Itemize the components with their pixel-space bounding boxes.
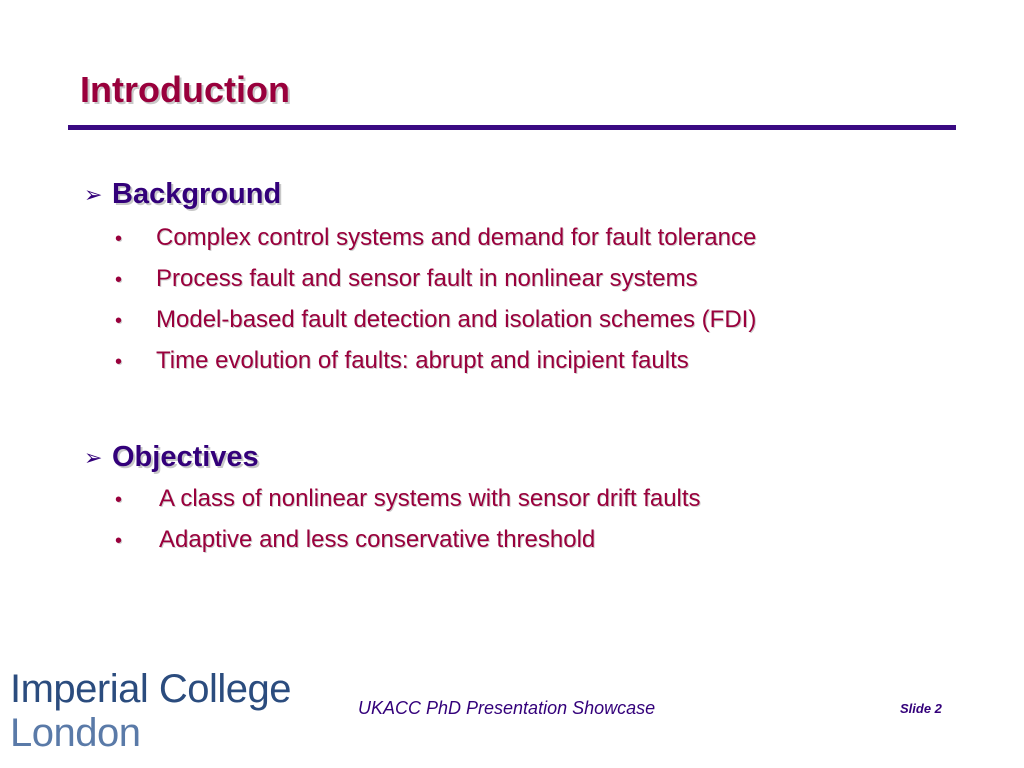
section-heading-objectives: Objectives <box>112 441 259 473</box>
logo-line-2: London <box>10 711 141 755</box>
bullet-dot-icon: • <box>115 489 123 511</box>
section-heading-background: Background <box>112 178 282 210</box>
bullet-dot-icon: • <box>115 310 123 332</box>
objectives-list <box>115 485 701 567</box>
bullet-dot-icon: • <box>115 228 123 250</box>
list-item <box>115 485 701 526</box>
bullet-dot-icon: • <box>115 269 123 291</box>
list-item-text: Time evolution of faults: abrupt and incipient faults <box>156 347 689 374</box>
list-item <box>115 526 701 567</box>
list-item <box>115 224 756 265</box>
footer-event-name: UKACC PhD Presentation Showcase <box>358 698 656 718</box>
list-item-text: Adaptive and less conservative threshold <box>159 526 596 553</box>
slide-number: Slide 2 <box>900 701 942 716</box>
arrow-bullet-icon: ➢ <box>84 181 103 207</box>
bullet-dot-icon: • <box>115 351 123 373</box>
imperial-college-logo <box>10 667 291 755</box>
bullet-dot-icon: • <box>115 530 123 552</box>
logo-line-1: Imperial College <box>10 667 292 711</box>
slide-title: Introduction <box>80 69 290 110</box>
list-item-text: Process fault and sensor fault in nonlinear systems <box>156 265 698 292</box>
section-objectives <box>84 441 259 474</box>
section-background <box>84 178 281 211</box>
list-item-text: Model-based fault detection and isolation schemes (FDI) <box>156 306 757 333</box>
title-divider <box>68 125 956 130</box>
list-item <box>115 306 756 347</box>
background-list <box>115 224 756 388</box>
list-item-text: Complex control systems and demand for fault tolerance <box>156 224 757 251</box>
arrow-bullet-icon: ➢ <box>84 444 103 470</box>
list-item-text: A class of nonlinear systems with sensor drift faults <box>159 485 701 512</box>
list-item <box>115 347 756 388</box>
list-item <box>115 265 756 306</box>
